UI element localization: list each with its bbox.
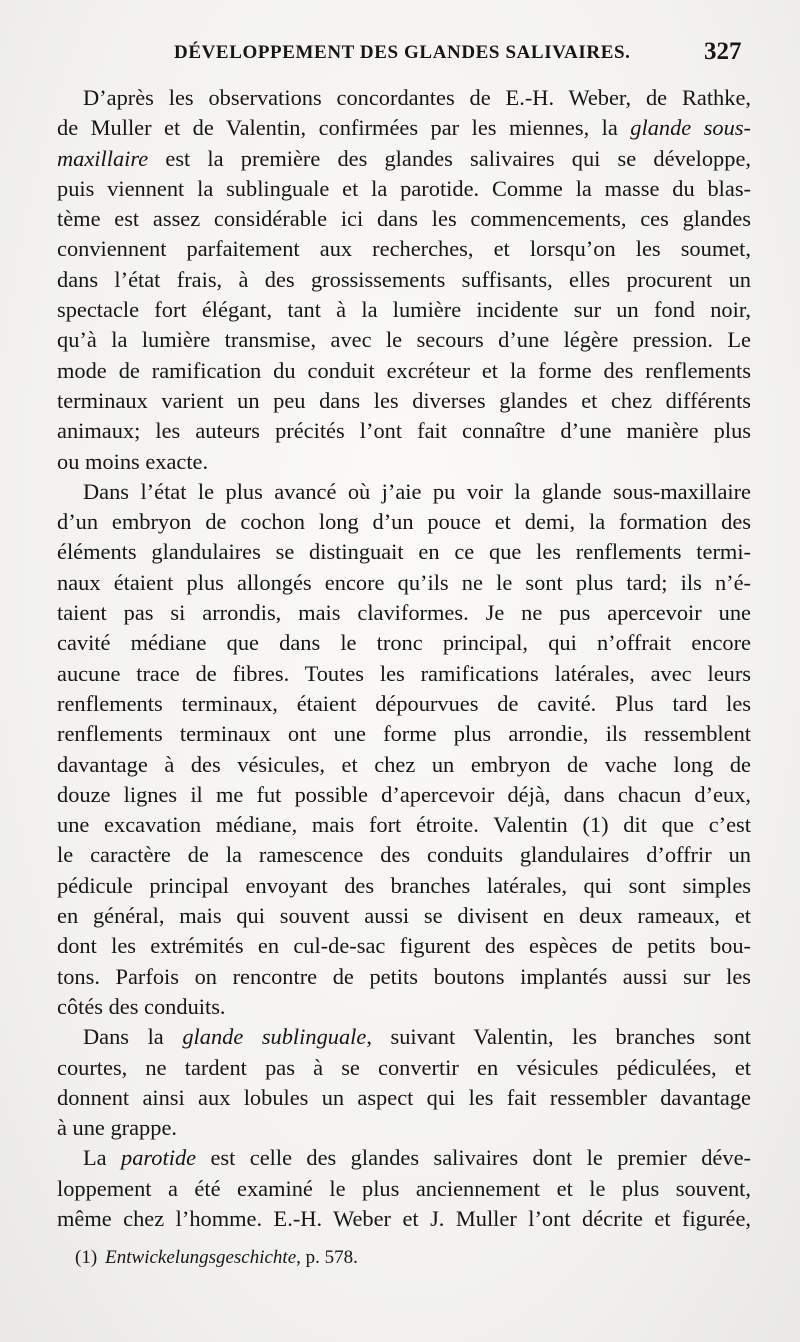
text-line: taient pas si arrondis, mais claviformes. Je ne pus apercevoir une [57, 600, 751, 626]
text-line: terminaux varient un peu dans les diverses glandes et chez différents [57, 387, 751, 413]
text-span: Dans la [83, 1024, 164, 1050]
text-line: à une grappe. [57, 1115, 177, 1141]
text-line: cavité médiane que dans le tronc principal, qui n’offrait encore [57, 630, 751, 656]
text-line: aucune trace de fibres. Toutes les ramifications latérales, avec leurs [57, 660, 751, 686]
text-line: douze lignes il me fut possible d’apercevoir déjà, dans chacun d’eux, [57, 781, 751, 807]
italic-term: maxillaire [57, 145, 149, 171]
text-line: en général, mais qui souvent aussi se divisent en deux rameaux, et [57, 903, 751, 929]
text-line: tème est assez considérable ici dans les commencements, ces glandes [57, 206, 751, 232]
text-line: Dans l’état le plus avancé où j’aie pu voir la glande sous-maxillaire [83, 478, 751, 504]
text-line [57, 113, 751, 143]
text-line: davantage à des vésicules, et chez un embryon de vache long de [57, 751, 751, 777]
text-line: éléments glandulaires se distinguait en ce que les renflements termi- [57, 539, 751, 565]
footnote-number: (1) [75, 1247, 98, 1268]
text-line: renflements terminaux ont une forme plus arrondie, ils ressemblent [57, 721, 751, 747]
footnote-page: , p. 578. [296, 1247, 358, 1268]
text-line: tons. Parfois on rencontre de petits boutons implantés aussi sur les [57, 963, 751, 989]
text-line: renflements terminaux, étaient dépourvues de cavité. Plus tard les [57, 690, 751, 716]
footnote-title: Entwickelungsgeschichte [105, 1247, 297, 1268]
italic-term: glande sous- [630, 115, 751, 141]
text-line: naux étaient plus allongés encore qu’ils ne le sont plus tard; ils n’é- [57, 569, 751, 595]
text-line [57, 144, 751, 174]
text-line: conviennent parfaitement aux recherches, et lorsqu’on les soumet, [57, 236, 751, 262]
text-line: qu’à la lumière transmise, avec le secours d’une légère pression. Le [57, 327, 751, 353]
italic-term: parotide [121, 1145, 197, 1171]
text-line [57, 1022, 751, 1052]
text-line: animaux; les auteurs précités l’ont fait connaître d’une manière plus [57, 418, 751, 444]
text-line: même chez l’homme. E.-H. Weber et J. Muller l’ont décrite et figurée, [57, 1205, 751, 1231]
text-line: le caractère de la ramescence des conduits glandulaires d’offrir un [57, 842, 751, 868]
text-span: est celle des glandes salivaires dont le premier déve- [210, 1145, 751, 1171]
page-number: 327 [704, 38, 742, 65]
body-text [57, 83, 751, 1234]
text-span: est la première des glandes salivaires qui se développe, [165, 145, 751, 171]
text-line: donnent ainsi aux lobules un aspect qui les fait ressembler davantage [57, 1084, 751, 1110]
text-line: dans l’état frais, à des grossissements suffisants, elles procurent un [57, 266, 751, 292]
text-line: D’après les observations concordantes de E.-H. Weber, de Rathke, [83, 85, 751, 110]
text-span: de Muller et de Valentin, confirmées par les miennes, la [57, 115, 618, 141]
footnote [75, 1247, 358, 1269]
text-line: spectacle fort élégant, tant à la lumière incidente sur un fond noir, [57, 297, 751, 323]
italic-term: glande sublinguale [182, 1024, 367, 1050]
text-line: loppement a été examiné le plus anciennement et le plus souvent, [57, 1175, 751, 1201]
text-line: ou moins exacte. [57, 448, 209, 474]
text-span: La [83, 1145, 107, 1171]
text-span: , suivant Valentin, les branches sont [366, 1024, 752, 1050]
text-line: puis viennent la sublinguale et la parotide. Comme la masse du blas- [57, 175, 751, 201]
text-line: mode de ramification du conduit excréteur et la forme des renflements [57, 357, 751, 383]
text-line: d’un embryon de cochon long d’un pouce et demi, la formation des [57, 509, 751, 535]
running-title: DÉVELOPPEMENT DES GLANDES SALIVAIRES. [174, 42, 631, 63]
text-line: une excavation médiane, mais fort étroite. Valentin (1) dit que c’est [57, 812, 751, 838]
text-line: côtés des conduits. [57, 993, 226, 1019]
text-line [57, 1143, 751, 1173]
text-line: pédicule principal envoyant des branches latérales, qui sont simples [57, 872, 751, 898]
page-header [0, 38, 800, 68]
text-line: dont les extrémités en cul-de-sac figurent des espèces de petits bou- [57, 933, 751, 959]
text-line: courtes, ne tardent pas à se convertir en vésicules pédiculées, et [57, 1054, 751, 1080]
